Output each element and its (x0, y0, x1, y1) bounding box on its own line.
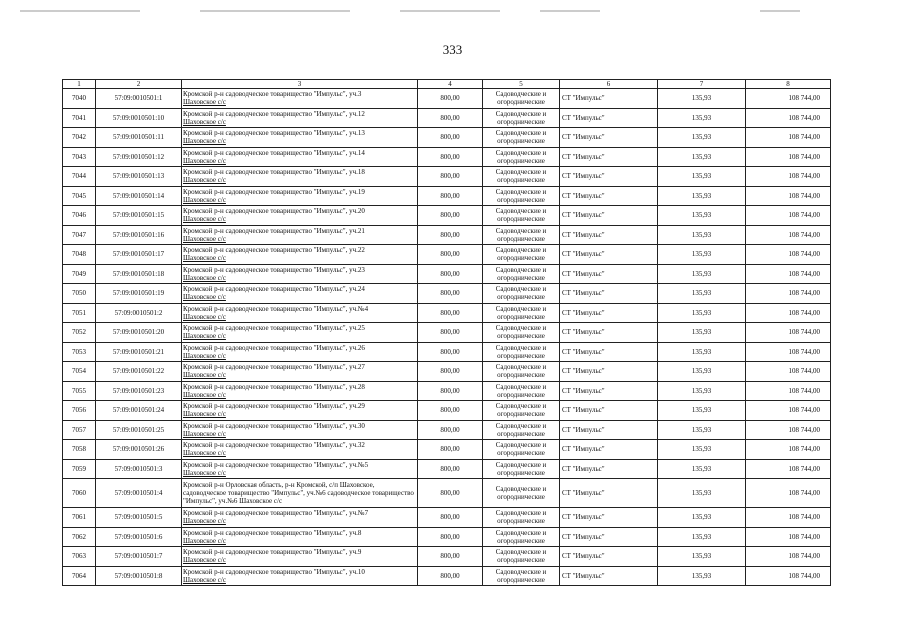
row-number-cell: 7053 (63, 342, 96, 362)
row-number-cell: 7060 (63, 479, 96, 508)
address-locality: Шаховское с/с (183, 575, 226, 584)
address-line: Кромской р-н садоводческое товарищество "Импульс", уч.32 (183, 441, 365, 450)
address-locality: Шаховское с/с (183, 176, 226, 185)
table-row (63, 167, 831, 187)
area-cell: 800,00 (418, 303, 483, 323)
row-number-cell: 7054 (63, 362, 96, 382)
address-cell (182, 303, 418, 323)
owner-cell: СТ "Импульс" (560, 381, 658, 401)
total-value-cell: 108 744,00 (746, 508, 831, 528)
address-cell (182, 362, 418, 382)
address-locality: Шаховское с/с (183, 254, 226, 263)
area-cell: 800,00 (418, 186, 483, 206)
owner-cell: СТ "Импульс" (560, 186, 658, 206)
land-category-cell: Садоводческие и огороднические (483, 225, 560, 245)
area-cell: 800,00 (418, 459, 483, 479)
row-number-cell: 7061 (63, 508, 96, 528)
land-plots-table (62, 79, 831, 586)
area-cell: 800,00 (418, 89, 483, 109)
land-category-cell: Садоводческие и огороднические (483, 508, 560, 528)
address-line: Кромской р-н садоводческое товарищество "Импульс", уч.27 (183, 363, 365, 372)
cadastral-number-cell: 57:09:0010501:5 (96, 508, 182, 528)
cadastral-number-cell: 57:09:0010501:20 (96, 323, 182, 343)
total-value-cell: 108 744,00 (746, 206, 831, 226)
owner-cell: СТ "Импульс" (560, 459, 658, 479)
unit-price-cell: 135,93 (658, 128, 746, 148)
land-category-cell: Садоводческие и огороднические (483, 245, 560, 265)
address-cell (182, 420, 418, 440)
address-line: Кромской р-н садоводческое товарищество "Импульс", уч.20 (183, 207, 365, 216)
table-row (63, 128, 831, 148)
table-row (63, 89, 831, 109)
cadastral-number-cell: 57:09:0010501:10 (96, 108, 182, 128)
address-line: Кромской р-н садоводческое товарищество "Импульс", уч.3 (183, 90, 362, 99)
address-line: Кромской р-н садоводческое товарищество "Импульс", уч.№7 (183, 509, 369, 518)
cadastral-number-cell: 57:09:0010501:12 (96, 147, 182, 167)
address-line: Кромской р-н Орловская область, р-н Кромской, с/п Шаховское, садоводческое товарищество "Импульс", уч.№6 садоводческое товарищество "Импульс", уч.№6 Шаховское с/с (183, 481, 414, 505)
cadastral-number-cell: 57:09:0010501:25 (96, 420, 182, 440)
land-category-cell: Садоводческие и огороднические (483, 128, 560, 148)
row-number-cell: 7055 (63, 381, 96, 401)
unit-price-cell: 135,93 (658, 303, 746, 323)
unit-price-cell: 135,93 (658, 186, 746, 206)
address-line: Кромской р-н садоводческое товарищество "Импульс", уч.10 (183, 567, 365, 576)
unit-price-cell: 135,93 (658, 547, 746, 567)
total-value-cell: 108 744,00 (746, 128, 831, 148)
address-line: Кромской р-н садоводческое товарищество "Импульс", уч.18 (183, 168, 365, 177)
cadastral-number-cell: 57:09:0010501:7 (96, 547, 182, 567)
table-body (63, 89, 831, 586)
column-header-1: 1 (63, 80, 96, 89)
address-line: Кромской р-н садоводческое товарищество "Импульс", уч.12 (183, 109, 365, 118)
total-value-cell: 108 744,00 (746, 147, 831, 167)
unit-price-cell: 135,93 (658, 459, 746, 479)
row-number-cell: 7051 (63, 303, 96, 323)
unit-price-cell: 135,93 (658, 479, 746, 508)
total-value-cell: 108 744,00 (746, 108, 831, 128)
column-header-3: 3 (182, 80, 418, 89)
scan-artifact (200, 10, 350, 12)
owner-cell: СТ "Импульс" (560, 225, 658, 245)
total-value-cell: 108 744,00 (746, 284, 831, 304)
row-number-cell: 7062 (63, 527, 96, 547)
unit-price-cell: 135,93 (658, 89, 746, 109)
address-cell (182, 479, 418, 508)
row-number-cell: 7064 (63, 566, 96, 586)
address-locality: Шаховское с/с (183, 536, 226, 545)
address-line: Кромской р-н садоводческое товарищество "Импульс", уч.24 (183, 285, 365, 294)
unit-price-cell: 135,93 (658, 264, 746, 284)
address-cell (182, 401, 418, 421)
address-line: Кромской р-н садоводческое товарищество "Импульс", уч.13 (183, 129, 365, 138)
address-cell (182, 128, 418, 148)
address-cell (182, 284, 418, 304)
area-cell: 800,00 (418, 401, 483, 421)
cadastral-number-cell: 57:09:0010501:16 (96, 225, 182, 245)
owner-cell: СТ "Импульс" (560, 245, 658, 265)
column-header-6: 6 (560, 80, 658, 89)
total-value-cell: 108 744,00 (746, 303, 831, 323)
address-locality: Шаховское с/с (183, 556, 226, 565)
address-line: Кромской р-н садоводческое товарищество "Импульс", уч.29 (183, 402, 365, 411)
table-row (63, 323, 831, 343)
owner-cell: СТ "Импульс" (560, 362, 658, 382)
address-line: Кромской р-н садоводческое товарищество "Импульс", уч.9 (183, 548, 362, 557)
cadastral-number-cell: 57:09:0010501:6 (96, 527, 182, 547)
cadastral-number-cell: 57:09:0010501:14 (96, 186, 182, 206)
address-locality: Шаховское с/с (183, 371, 226, 380)
area-cell: 800,00 (418, 147, 483, 167)
address-locality: Шаховское с/с (183, 410, 226, 419)
address-locality: Шаховское с/с (183, 449, 226, 458)
owner-cell: СТ "Импульс" (560, 147, 658, 167)
total-value-cell: 108 744,00 (746, 459, 831, 479)
total-value-cell: 108 744,00 (746, 547, 831, 567)
area-cell: 800,00 (418, 479, 483, 508)
table-row (63, 264, 831, 284)
table-row (63, 566, 831, 586)
address-line: Кромской р-н садоводческое товарищество "Импульс", уч.23 (183, 265, 365, 274)
column-header-4: 4 (418, 80, 483, 89)
address-line: Кромской р-н садоводческое товарищество "Импульс", уч.19 (183, 187, 365, 196)
table-row (63, 206, 831, 226)
land-category-cell: Садоводческие и огороднические (483, 167, 560, 187)
cadastral-number-cell: 57:09:0010501:26 (96, 440, 182, 460)
row-number-cell: 7059 (63, 459, 96, 479)
address-cell (182, 108, 418, 128)
land-category-cell: Садоводческие и огороднические (483, 547, 560, 567)
cadastral-number-cell: 57:09:0010501:17 (96, 245, 182, 265)
owner-cell: СТ "Импульс" (560, 89, 658, 109)
row-number-cell: 7045 (63, 186, 96, 206)
owner-cell: СТ "Импульс" (560, 264, 658, 284)
cadastral-number-cell: 57:09:0010501:24 (96, 401, 182, 421)
owner-cell: СТ "Импульс" (560, 401, 658, 421)
cadastral-number-cell: 57:09:0010501:2 (96, 303, 182, 323)
land-category-cell: Садоводческие и огороднические (483, 401, 560, 421)
total-value-cell: 108 744,00 (746, 342, 831, 362)
address-locality: Шаховское с/с (183, 517, 226, 526)
total-value-cell: 108 744,00 (746, 186, 831, 206)
address-locality: Шаховское с/с (183, 332, 226, 341)
owner-cell: СТ "Импульс" (560, 284, 658, 304)
cadastral-number-cell: 57:09:0010501:13 (96, 167, 182, 187)
row-number-cell: 7049 (63, 264, 96, 284)
land-category-cell: Садоводческие и огороднические (483, 89, 560, 109)
table-row (63, 147, 831, 167)
address-cell (182, 264, 418, 284)
land-category-cell: Садоводческие и огороднические (483, 527, 560, 547)
row-number-cell: 7058 (63, 440, 96, 460)
land-category-cell: Садоводческие и огороднические (483, 108, 560, 128)
address-locality: Шаховское с/с (183, 468, 226, 477)
total-value-cell: 108 744,00 (746, 566, 831, 586)
area-cell: 800,00 (418, 342, 483, 362)
table-row (63, 284, 831, 304)
owner-cell: СТ "Импульс" (560, 128, 658, 148)
address-line: Кромской р-н садоводческое товарищество "Импульс", уч.30 (183, 421, 365, 430)
owner-cell: СТ "Импульс" (560, 440, 658, 460)
total-value-cell: 108 744,00 (746, 362, 831, 382)
cadastral-number-cell: 57:09:0010501:1 (96, 89, 182, 109)
row-number-cell: 7050 (63, 284, 96, 304)
owner-cell: СТ "Импульс" (560, 323, 658, 343)
owner-cell: СТ "Импульс" (560, 167, 658, 187)
unit-price-cell: 135,93 (658, 225, 746, 245)
row-number-cell: 7041 (63, 108, 96, 128)
address-cell (182, 566, 418, 586)
address-cell (182, 225, 418, 245)
total-value-cell: 108 744,00 (746, 420, 831, 440)
unit-price-cell: 135,93 (658, 284, 746, 304)
table-row (63, 527, 831, 547)
address-line: Кромской р-н садоводческое товарищество "Импульс", уч.8 (183, 528, 362, 537)
cadastral-number-cell: 57:09:0010501:23 (96, 381, 182, 401)
row-number-cell: 7043 (63, 147, 96, 167)
owner-cell: СТ "Импульс" (560, 479, 658, 508)
address-line: Кромской р-н садоводческое товарищество "Импульс", уч.№4 (183, 304, 369, 313)
area-cell: 800,00 (418, 264, 483, 284)
land-category-cell: Садоводческие и огороднические (483, 186, 560, 206)
total-value-cell: 108 744,00 (746, 401, 831, 421)
cadastral-number-cell: 57:09:0010501:19 (96, 284, 182, 304)
table-row (63, 108, 831, 128)
area-cell: 800,00 (418, 323, 483, 343)
land-category-cell: Садоводческие и огороднические (483, 284, 560, 304)
area-cell: 800,00 (418, 225, 483, 245)
scan-artifact (540, 10, 600, 12)
address-locality: Шаховское с/с (183, 390, 226, 399)
area-cell: 800,00 (418, 440, 483, 460)
cadastral-number-cell: 57:09:0010501:4 (96, 479, 182, 508)
land-category-cell: Садоводческие и огороднические (483, 147, 560, 167)
row-number-cell: 7057 (63, 420, 96, 440)
address-line: Кромской р-н садоводческое товарищество "Импульс", уч.22 (183, 246, 365, 255)
address-line: Кромской р-н садоводческое товарищество "Импульс", уч.26 (183, 343, 365, 352)
unit-price-cell: 135,93 (658, 440, 746, 460)
table-row (63, 362, 831, 382)
table-row (63, 401, 831, 421)
land-category-cell: Садоводческие и огороднические (483, 420, 560, 440)
area-cell: 800,00 (418, 362, 483, 382)
header-row (63, 80, 831, 89)
land-category-cell: Садоводческие и огороднические (483, 323, 560, 343)
scan-artifact (20, 10, 140, 12)
area-cell: 800,00 (418, 527, 483, 547)
unit-price-cell: 135,93 (658, 527, 746, 547)
total-value-cell: 108 744,00 (746, 440, 831, 460)
cadastral-number-cell: 57:09:0010501:21 (96, 342, 182, 362)
address-locality: Шаховское с/с (183, 351, 226, 360)
table-row (63, 225, 831, 245)
table-row (63, 186, 831, 206)
total-value-cell: 108 744,00 (746, 89, 831, 109)
table-row (63, 381, 831, 401)
address-locality: Шаховское с/с (183, 195, 226, 204)
area-cell: 800,00 (418, 167, 483, 187)
area-cell: 800,00 (418, 547, 483, 567)
address-line: Кромской р-н садоводческое товарищество "Импульс", уч.28 (183, 382, 365, 391)
unit-price-cell: 135,93 (658, 167, 746, 187)
owner-cell: СТ "Импульс" (560, 508, 658, 528)
unit-price-cell: 135,93 (658, 420, 746, 440)
row-number-cell: 7040 (63, 89, 96, 109)
table-row (63, 459, 831, 479)
address-cell (182, 186, 418, 206)
address-locality: Шаховское с/с (183, 273, 226, 282)
row-number-cell: 7052 (63, 323, 96, 343)
address-locality: Шаховское с/с (183, 137, 226, 146)
address-cell (182, 206, 418, 226)
land-category-cell: Садоводческие и огороднические (483, 479, 560, 508)
unit-price-cell: 135,93 (658, 323, 746, 343)
owner-cell: СТ "Импульс" (560, 342, 658, 362)
land-category-cell: Садоводческие и огороднические (483, 303, 560, 323)
total-value-cell: 108 744,00 (746, 245, 831, 265)
unit-price-cell: 135,93 (658, 108, 746, 128)
address-locality: Шаховское с/с (183, 215, 226, 224)
land-category-cell: Садоводческие и огороднические (483, 264, 560, 284)
address-cell (182, 323, 418, 343)
address-locality: Шаховское с/с (183, 312, 226, 321)
page-number: 333 (442, 42, 463, 57)
land-category-cell: Садоводческие и огороднические (483, 440, 560, 460)
area-cell: 800,00 (418, 381, 483, 401)
owner-cell: СТ "Импульс" (560, 206, 658, 226)
unit-price-cell: 135,93 (658, 566, 746, 586)
address-line: Кромской р-н садоводческое товарищество "Импульс", уч.21 (183, 226, 365, 235)
row-number-cell: 7056 (63, 401, 96, 421)
address-cell (182, 167, 418, 187)
address-cell (182, 440, 418, 460)
row-number-cell: 7063 (63, 547, 96, 567)
row-number-cell: 7046 (63, 206, 96, 226)
address-cell (182, 147, 418, 167)
area-cell: 800,00 (418, 284, 483, 304)
column-header-8: 8 (746, 80, 831, 89)
address-line: Кромской р-н садоводческое товарищество "Импульс", уч.14 (183, 148, 365, 157)
cadastral-number-cell: 57:09:0010501:15 (96, 206, 182, 226)
table-row (63, 547, 831, 567)
unit-price-cell: 135,93 (658, 147, 746, 167)
table-row (63, 420, 831, 440)
land-category-cell: Садоводческие и огороднические (483, 206, 560, 226)
scan-artifact (760, 10, 800, 12)
unit-price-cell: 135,93 (658, 342, 746, 362)
total-value-cell: 108 744,00 (746, 479, 831, 508)
land-category-cell: Садоводческие и огороднические (483, 459, 560, 479)
row-number-cell: 7047 (63, 225, 96, 245)
column-header-2: 2 (96, 80, 182, 89)
land-category-cell: Садоводческие и огороднические (483, 381, 560, 401)
cadastral-number-cell: 57:09:0010501:18 (96, 264, 182, 284)
owner-cell: СТ "Импульс" (560, 108, 658, 128)
table-row (63, 245, 831, 265)
area-cell: 800,00 (418, 108, 483, 128)
unit-price-cell: 135,93 (658, 362, 746, 382)
address-cell (182, 381, 418, 401)
cadastral-number-cell: 57:09:0010501:3 (96, 459, 182, 479)
address-cell (182, 89, 418, 109)
column-header-7: 7 (658, 80, 746, 89)
table-row (63, 303, 831, 323)
cadastral-number-cell: 57:09:0010501:22 (96, 362, 182, 382)
unit-price-cell: 135,93 (658, 245, 746, 265)
owner-cell: СТ "Импульс" (560, 547, 658, 567)
area-cell: 800,00 (418, 206, 483, 226)
total-value-cell: 108 744,00 (746, 323, 831, 343)
total-value-cell: 108 744,00 (746, 381, 831, 401)
land-category-cell: Садоводческие и огороднические (483, 342, 560, 362)
table-row (63, 342, 831, 362)
area-cell: 800,00 (418, 245, 483, 265)
address-line: Кромской р-н садоводческое товарищество "Импульс", уч.№5 (183, 460, 369, 469)
total-value-cell: 108 744,00 (746, 225, 831, 245)
area-cell: 800,00 (418, 128, 483, 148)
address-cell (182, 459, 418, 479)
cadastral-number-cell: 57:09:0010501:11 (96, 128, 182, 148)
row-number-cell: 7042 (63, 128, 96, 148)
scan-artifact (400, 10, 500, 12)
owner-cell: СТ "Импульс" (560, 527, 658, 547)
area-cell: 800,00 (418, 566, 483, 586)
address-locality: Шаховское с/с (183, 429, 226, 438)
table-row (63, 479, 831, 508)
address-cell (182, 547, 418, 567)
column-header-5: 5 (483, 80, 560, 89)
address-locality: Шаховское с/с (183, 117, 226, 126)
owner-cell: СТ "Импульс" (560, 303, 658, 323)
owner-cell: СТ "Импульс" (560, 566, 658, 586)
unit-price-cell: 135,93 (658, 206, 746, 226)
address-locality: Шаховское с/с (183, 293, 226, 302)
address-cell (182, 527, 418, 547)
total-value-cell: 108 744,00 (746, 167, 831, 187)
land-category-cell: Садоводческие и огороднические (483, 566, 560, 586)
address-cell (182, 342, 418, 362)
address-locality: Шаховское с/с (183, 156, 226, 165)
area-cell: 800,00 (418, 508, 483, 528)
address-locality: Шаховское с/с (183, 234, 226, 243)
unit-price-cell: 135,93 (658, 508, 746, 528)
table-row (63, 508, 831, 528)
unit-price-cell: 135,93 (658, 401, 746, 421)
unit-price-cell: 135,93 (658, 381, 746, 401)
address-locality: Шаховское с/с (183, 98, 226, 107)
land-category-cell: Садоводческие и огороднические (483, 362, 560, 382)
area-cell: 800,00 (418, 420, 483, 440)
cadastral-number-cell: 57:09:0010501:8 (96, 566, 182, 586)
address-cell (182, 245, 418, 265)
address-line: Кромской р-н садоводческое товарищество "Импульс", уч.25 (183, 324, 365, 333)
table-row (63, 440, 831, 460)
owner-cell: СТ "Импульс" (560, 420, 658, 440)
address-cell (182, 508, 418, 528)
total-value-cell: 108 744,00 (746, 264, 831, 284)
row-number-cell: 7044 (63, 167, 96, 187)
total-value-cell: 108 744,00 (746, 527, 831, 547)
row-number-cell: 7048 (63, 245, 96, 265)
